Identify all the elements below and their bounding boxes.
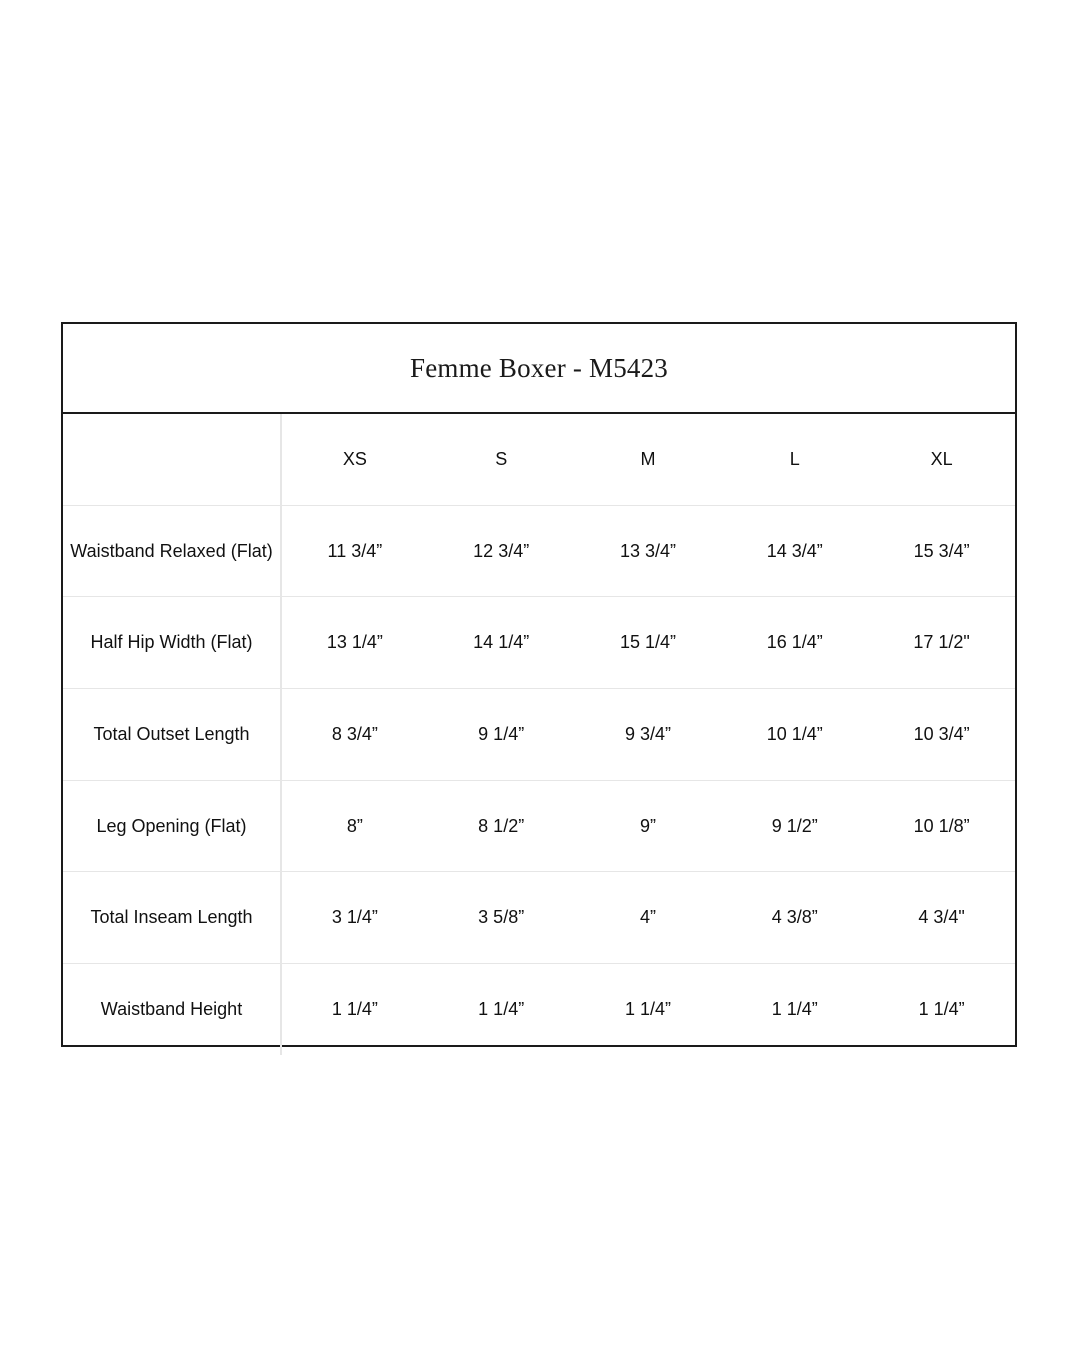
measurement-value: 4 3/8”	[721, 872, 868, 964]
measurement-row	[63, 505, 1015, 597]
measurement-value: 8”	[281, 780, 428, 872]
size-header: L	[789, 448, 800, 469]
corner-cell	[63, 414, 281, 505]
measurement-value: 1 1/4”	[868, 964, 1015, 1055]
measurement-value: 8 1/2”	[428, 780, 575, 872]
measurement-label: Total Inseam Length	[63, 872, 281, 964]
size-header: M	[640, 448, 656, 469]
measurement-label: Half Hip Width (Flat)	[63, 597, 281, 689]
measurement-row	[63, 689, 1015, 781]
measurement-value: 13 1/4”	[281, 597, 428, 689]
measurement-value: 1 1/4”	[575, 964, 722, 1055]
measurement-value: 1 1/4”	[721, 964, 868, 1055]
measurement-value: 4 3/4"	[868, 872, 1015, 964]
measurement-label: Leg Opening (Flat)	[63, 780, 281, 872]
measurement-value: 17 1/2"	[868, 597, 1015, 689]
measurement-value: 9 3/4”	[575, 689, 722, 781]
measurement-value: 12 3/4”	[428, 505, 575, 597]
measurement-label: Waistband Height	[63, 964, 281, 1055]
size-table	[63, 414, 1015, 1055]
measurement-value: 15 1/4”	[575, 597, 722, 689]
size-header-row	[63, 414, 1015, 505]
measurement-value: 8 3/4”	[281, 689, 428, 781]
measurement-value: 1 1/4”	[428, 964, 575, 1055]
measurement-value: 11 3/4”	[281, 505, 428, 597]
size-header: XL	[930, 448, 953, 469]
measurement-value: 16 1/4”	[721, 597, 868, 689]
measurement-value: 9”	[575, 780, 722, 872]
measurement-row	[63, 780, 1015, 872]
measurement-value: 10 3/4”	[868, 689, 1015, 781]
measurement-row	[63, 872, 1015, 964]
measurement-row	[63, 964, 1015, 1055]
measurement-value: 10 1/4”	[721, 689, 868, 781]
measurement-value: 14 1/4”	[428, 597, 575, 689]
measurement-value: 9 1/2”	[721, 780, 868, 872]
size-header: XS	[342, 448, 367, 469]
table-body	[63, 414, 1015, 1055]
measurement-value: 1 1/4”	[281, 964, 428, 1055]
measurement-value: 4”	[575, 872, 722, 964]
measurement-value: 10 1/8”	[868, 780, 1015, 872]
measurement-value: 13 3/4”	[575, 505, 722, 597]
measurement-label: Total Outset Length	[63, 689, 281, 781]
size-header: S	[495, 448, 508, 469]
measurement-value: 9 1/4”	[428, 689, 575, 781]
measurement-value: 14 3/4”	[721, 505, 868, 597]
measurement-value: 3 5/8”	[428, 872, 575, 964]
size-chart	[61, 322, 1017, 1047]
measurement-row	[63, 597, 1015, 689]
measurement-value: 15 3/4”	[868, 505, 1015, 597]
chart-title: Femme Boxer - M5423	[63, 324, 1015, 414]
measurement-label: Waistband Relaxed (Flat)	[63, 505, 281, 597]
measurement-value: 3 1/4”	[281, 872, 428, 964]
